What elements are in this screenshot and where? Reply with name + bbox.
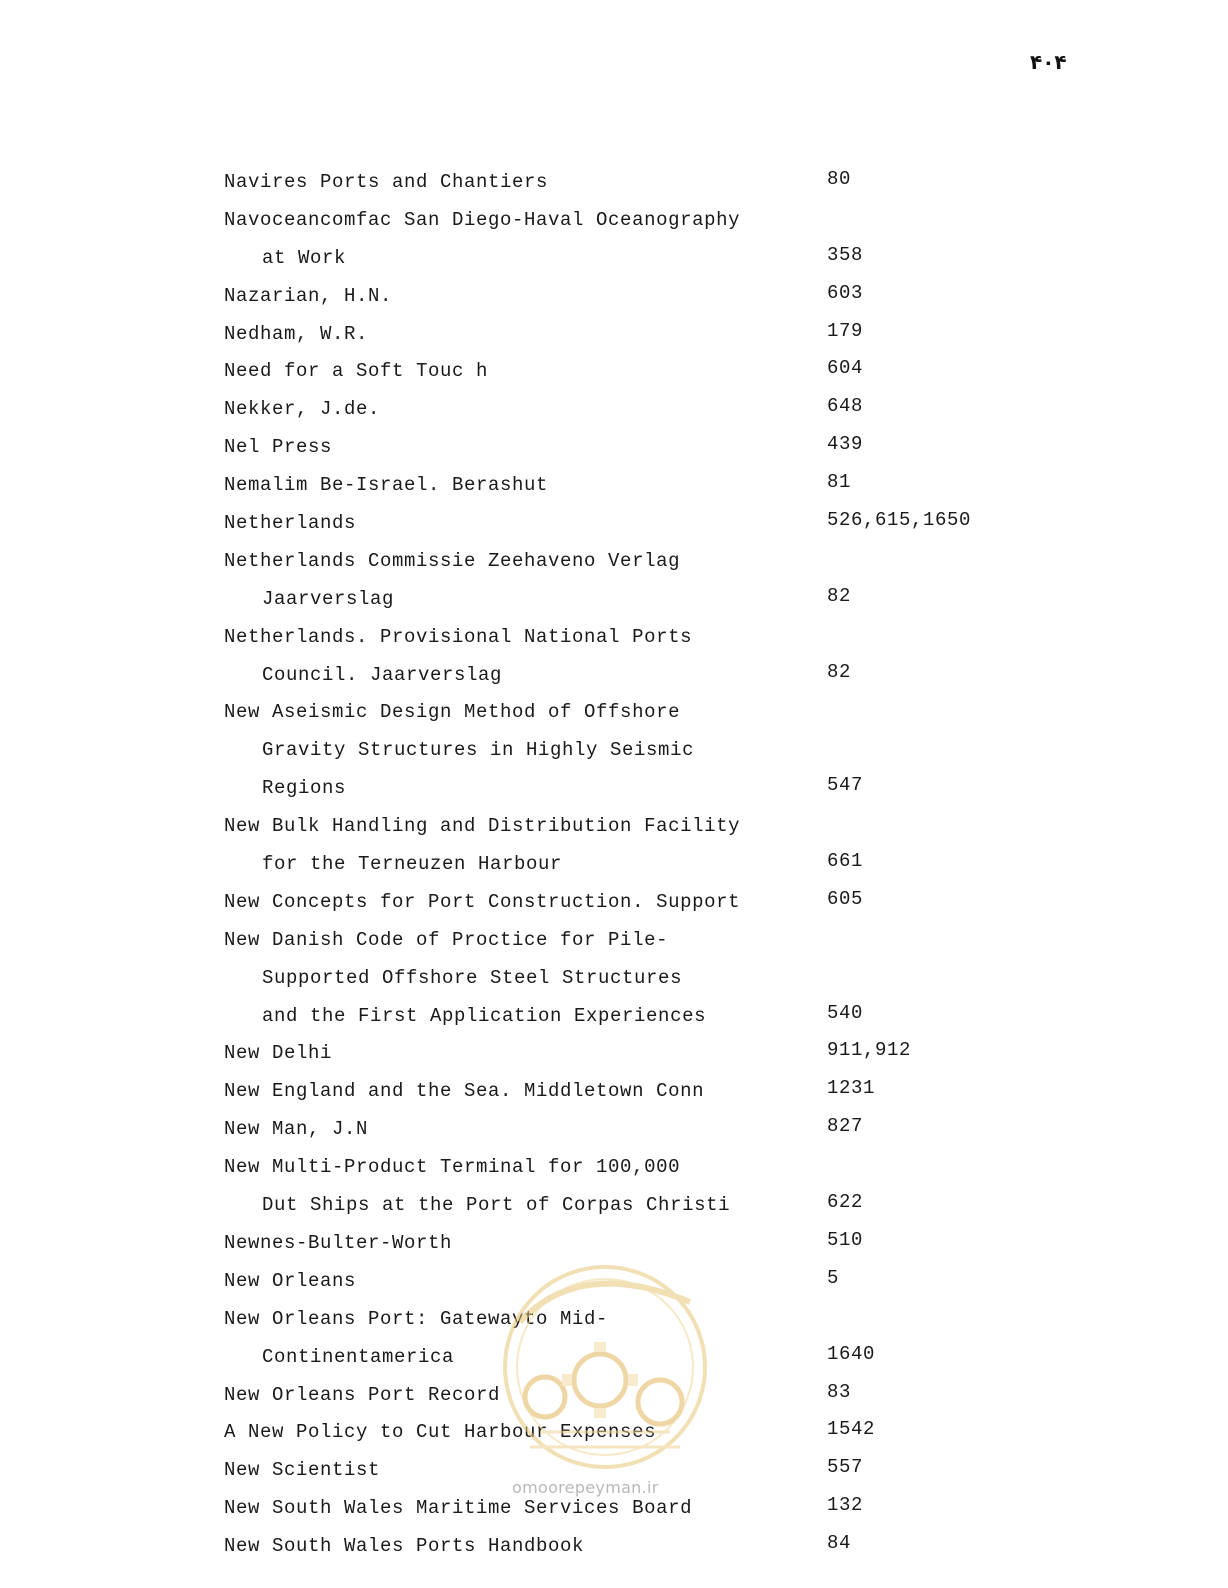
entry-pages: 81 — [827, 471, 852, 494]
index-entry — [224, 1528, 1024, 1566]
index-entry — [224, 429, 1024, 467]
entry-pages: 439 — [827, 433, 864, 456]
entry-term: Gravity Structures in Highly Seismic — [262, 739, 695, 762]
entry-term: New South Wales Maritime Services Board — [224, 1497, 693, 1520]
index-entry — [224, 543, 1024, 581]
entry-pages: 603 — [827, 281, 864, 304]
entry-term: Newnes-Bulter-Worth — [224, 1231, 453, 1254]
entry-term: Council. Jaarverslag — [262, 663, 503, 686]
entry-pages: 547 — [827, 774, 864, 797]
entry-term: Nel Press — [224, 436, 333, 459]
index-entry-continuation — [224, 846, 1024, 884]
entry-term: New Aseismic Design Method of Offshore — [224, 701, 681, 724]
entry-pages: 358 — [827, 243, 864, 266]
index-entry — [224, 619, 1024, 657]
index-entry — [224, 391, 1024, 429]
entry-pages: 526,615,1650 — [827, 509, 972, 532]
index-entry — [224, 316, 1024, 354]
index-entry — [224, 1111, 1024, 1149]
index-entry — [224, 353, 1024, 391]
entry-term: New Multi-Product Terminal for 100,000 — [224, 1156, 681, 1179]
entry-pages: 648 — [827, 395, 864, 418]
index-entry-continuation — [224, 657, 1024, 695]
entry-term: New Concepts for Port Construction. Support — [224, 890, 741, 913]
index-entry-continuation — [224, 1339, 1024, 1377]
entry-term: Need for a Soft Touc h — [224, 360, 489, 383]
entry-term: for the Terneuzen Harbour — [262, 853, 563, 876]
entry-pages: 5 — [827, 1266, 840, 1289]
entry-pages: 132 — [827, 1494, 864, 1517]
entry-term: Navires Ports and Chantiers — [224, 171, 549, 193]
index-entry — [224, 884, 1024, 922]
entry-term: at Work — [262, 246, 347, 269]
entry-term: Nedham, W.R. — [224, 322, 369, 345]
index-entry-continuation — [224, 770, 1024, 808]
entry-pages: 911,912 — [827, 1039, 912, 1062]
entry-term: and the First Application Experiences — [262, 1004, 707, 1027]
entry-pages: 1231 — [827, 1077, 876, 1100]
entry-pages: 604 — [827, 357, 864, 380]
index-entry — [224, 467, 1024, 505]
index-entry-continuation — [224, 998, 1024, 1036]
index-entry — [224, 202, 1024, 240]
entry-term: Continentamerica — [262, 1345, 455, 1368]
entry-term: Nekker, J.de. — [224, 398, 381, 421]
entry-pages: 1542 — [827, 1418, 876, 1441]
index-list — [224, 164, 1024, 1566]
index-entry-continuation — [224, 240, 1024, 278]
page-number: ۴۰۴ — [1030, 50, 1067, 74]
entry-term: Dut Ships at the Port of Corpas Christi — [262, 1194, 731, 1217]
entry-pages: 540 — [827, 1001, 864, 1024]
entry-term: New Scientist — [224, 1459, 381, 1482]
index-entry — [224, 1073, 1024, 1111]
entry-term: New Danish Code of Proctice for Pile- — [224, 928, 669, 951]
index-entry — [224, 694, 1024, 732]
entry-term: Regions — [262, 777, 347, 800]
entry-pages: 827 — [827, 1115, 864, 1138]
entry-pages: 605 — [827, 887, 864, 910]
entry-term: New Orleans — [224, 1269, 357, 1292]
entry-pages: 622 — [827, 1191, 864, 1214]
entry-pages: 661 — [827, 850, 864, 873]
index-entry — [224, 1377, 1024, 1415]
index-entry — [224, 278, 1024, 316]
entry-pages: 82 — [827, 660, 852, 683]
watermark-text: omoorepeyman.ir — [512, 1478, 659, 1497]
entry-pages: 510 — [827, 1228, 864, 1251]
index-entry — [224, 922, 1024, 960]
entry-term: Jaarverslag — [262, 587, 395, 610]
entry-term: Nemalim Be-Israel. Berashut — [224, 474, 549, 497]
index-entry — [224, 1149, 1024, 1187]
entry-term: Netherlands Commissie Zeehaveno Verlag — [224, 549, 681, 572]
entry-pages: 82 — [827, 584, 852, 607]
entry-term: New England and the Sea. Middletown Conn — [224, 1080, 705, 1103]
index-entry-continuation — [224, 732, 1024, 770]
index-entry — [224, 1301, 1024, 1339]
index-entry — [224, 1225, 1024, 1263]
entry-pages: 1640 — [827, 1342, 876, 1365]
index-entry-continuation — [224, 581, 1024, 619]
index-entry-continuation — [224, 960, 1024, 998]
index-entry — [224, 808, 1024, 846]
index-entry — [224, 1035, 1024, 1073]
entry-pages: 557 — [827, 1456, 864, 1479]
entry-pages: 179 — [827, 319, 864, 342]
index-entry — [224, 1414, 1024, 1452]
entry-pages: 83 — [827, 1380, 852, 1403]
entry-term: Navoceancomfac San Diego-Haval Oceanography — [224, 208, 741, 231]
entry-term: Supported Offshore Steel Structures — [262, 966, 683, 989]
index-entry-continuation — [224, 1187, 1024, 1225]
entry-term: New Man, J.N — [224, 1118, 369, 1141]
entry-pages: 84 — [827, 1532, 852, 1555]
entry-term: New Orleans Port: Gatewayto Mid- — [224, 1307, 609, 1330]
entry-term: New Delhi — [224, 1042, 333, 1065]
entry-term: Netherlands. Provisional National Ports — [224, 625, 693, 648]
entry-term: A New Policy to Cut Harbour Expenses — [224, 1421, 657, 1444]
index-entry — [224, 505, 1024, 543]
entry-pages: 80 — [827, 168, 852, 190]
entry-term: Nazarian, H.N. — [224, 284, 393, 307]
index-entry — [224, 164, 1024, 202]
entry-term: New Bulk Handling and Distribution Facility — [224, 815, 741, 838]
entry-term: Netherlands — [224, 512, 357, 535]
entry-term: New Orleans Port Record — [224, 1383, 501, 1406]
index-entry — [224, 1263, 1024, 1301]
entry-term: New South Wales Ports Handbook — [224, 1535, 585, 1558]
